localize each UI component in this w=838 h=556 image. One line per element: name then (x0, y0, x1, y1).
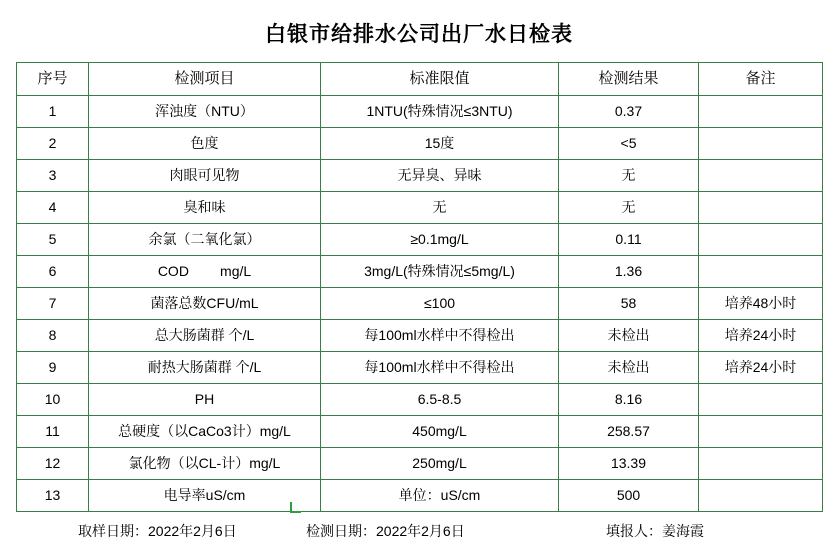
cell-note (699, 224, 823, 256)
cell-item: 氯化物（以CL-计）mg/L (89, 448, 321, 480)
cell-note (699, 128, 823, 160)
cell-std: 每100ml水样中不得检出 (321, 320, 559, 352)
cell-std: 无异臭、异味 (321, 160, 559, 192)
cell-result: 258.57 (559, 416, 699, 448)
cell-result: 1.36 (559, 256, 699, 288)
cell-std: 每100ml水样中不得检出 (321, 352, 559, 384)
cell-result: 无 (559, 192, 699, 224)
cell-result: 无 (559, 160, 699, 192)
cell-std: 1NTU(特殊情况≤3NTU) (321, 96, 559, 128)
cell-note: 培养48小时 (699, 288, 823, 320)
cell-std: ≤100 (321, 288, 559, 320)
cell-no: 8 (17, 320, 89, 352)
table-header-row (17, 63, 823, 96)
cell-item: 肉眼可见物 (89, 160, 321, 192)
cell-no: 12 (17, 448, 89, 480)
table-row (17, 416, 823, 448)
table-row (17, 288, 823, 320)
cell-result: 58 (559, 288, 699, 320)
cell-result: 8.16 (559, 384, 699, 416)
table-row (17, 352, 823, 384)
column-header-result: 检测结果 (559, 63, 699, 96)
cell-no: 1 (17, 96, 89, 128)
table-row (17, 256, 823, 288)
table-row (17, 224, 823, 256)
table-row (17, 384, 823, 416)
column-header-item: 检测项目 (89, 63, 321, 96)
cell-no: 6 (17, 256, 89, 288)
water-inspection-table (16, 62, 823, 512)
cell-std: 6.5-8.5 (321, 384, 559, 416)
cell-note (699, 416, 823, 448)
cell-no: 9 (17, 352, 89, 384)
cell-note (699, 384, 823, 416)
cell-item: PH (89, 384, 321, 416)
cell-note (699, 160, 823, 192)
page-title: 白银市给排水公司出厂水日检表 (265, 23, 573, 46)
cell-result: 0.11 (559, 224, 699, 256)
table-row (17, 480, 823, 512)
cell-result: <5 (559, 128, 699, 160)
cell-no: 7 (17, 288, 89, 320)
cell-item: 耐热大肠菌群 个/L (89, 352, 321, 384)
cell-item: 臭和味 (89, 192, 321, 224)
cell-std: 450mg/L (321, 416, 559, 448)
cell-note (699, 192, 823, 224)
cell-item: 菌落总数CFU/mL (89, 288, 321, 320)
cell-item: 电导率uS/cm (89, 480, 321, 512)
table-header (17, 63, 823, 96)
cell-item: 余氯（二氧化氯） (89, 224, 321, 256)
column-header-std: 标准限值 (321, 63, 559, 96)
cell-item: 色度 (89, 128, 321, 160)
column-header-no: 序号 (17, 63, 89, 96)
cell-note (699, 256, 823, 288)
cell-std: 无 (321, 192, 559, 224)
report-footer (16, 512, 822, 541)
cell-item (89, 256, 321, 288)
cell-std: 15度 (321, 128, 559, 160)
cell-no: 3 (17, 160, 89, 192)
cell-note: 培养24小时 (699, 320, 823, 352)
test-date: 检测日期：2022年2月6日 (306, 523, 465, 539)
table-row (17, 192, 823, 224)
cell-result: 500 (559, 480, 699, 512)
column-header-note: 备注 (699, 63, 823, 96)
cell-note (699, 448, 823, 480)
cell-note (699, 480, 823, 512)
cell-note: 培养24小时 (699, 352, 823, 384)
table-row (17, 448, 823, 480)
table-body (17, 96, 823, 512)
table-row (17, 160, 823, 192)
cell-no: 13 (17, 480, 89, 512)
cell-no: 2 (17, 128, 89, 160)
cell-result: 未检出 (559, 352, 699, 384)
cell-std: 单位：uS/cm (321, 480, 559, 512)
table-row (17, 96, 823, 128)
cell-item: 总大肠菌群 个/L (89, 320, 321, 352)
cell-no: 4 (17, 192, 89, 224)
cell-result: 未检出 (559, 320, 699, 352)
cell-note (699, 96, 823, 128)
cell-item-text: COD mg/L (157, 263, 252, 280)
table-row (17, 128, 823, 160)
cell-item: 总硬度（以CaCo3计）mg/L (89, 416, 321, 448)
cell-item: 浑浊度（NTU） (89, 96, 321, 128)
selection-corner-icon (290, 502, 301, 513)
cell-no: 11 (17, 416, 89, 448)
cell-result: 0.37 (559, 96, 699, 128)
cell-result: 13.39 (559, 448, 699, 480)
cell-std: 3mg/L(特殊情况≤5mg/L) (321, 256, 559, 288)
cell-no: 5 (17, 224, 89, 256)
reporter: 填报人：姜海霞 (606, 523, 704, 539)
sample-date: 取样日期：2022年2月6日 (78, 523, 237, 539)
cell-no: 10 (17, 384, 89, 416)
table-row (17, 320, 823, 352)
cell-std: ≥0.1mg/L (321, 224, 559, 256)
cell-std: 250mg/L (321, 448, 559, 480)
